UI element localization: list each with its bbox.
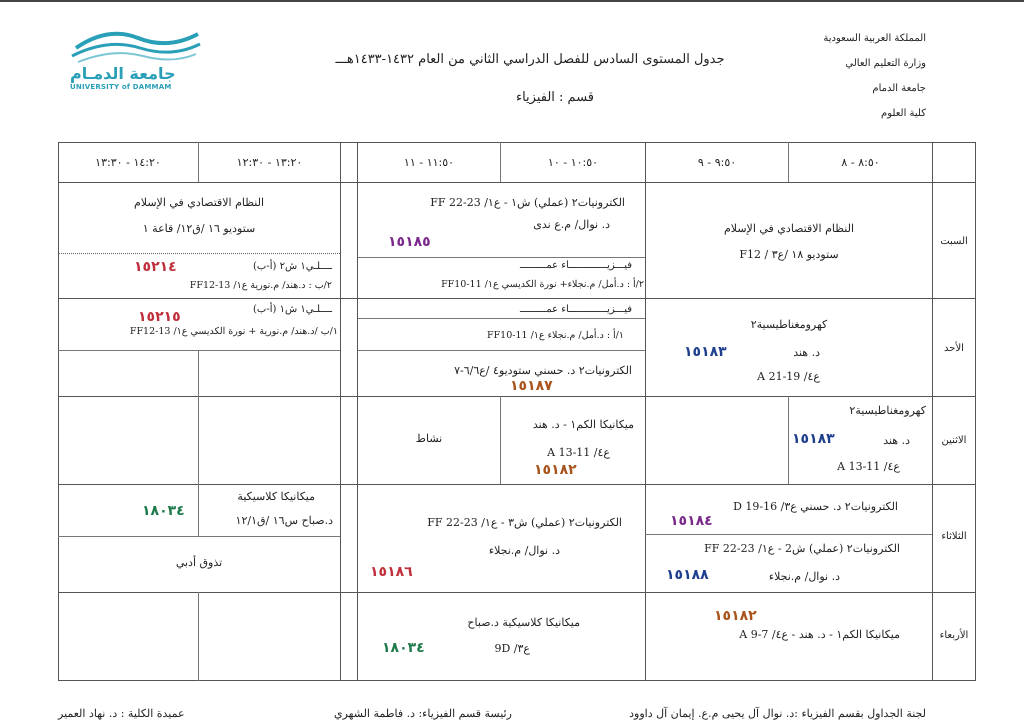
tue-a-lab: الكترونيات٢ (عملي) ش2 - ع١/ 23-22 FF bbox=[704, 542, 900, 555]
university-logo: جامعة الدمـام UNIVERSITY of DAMMAM bbox=[68, 26, 203, 96]
mon-a-course: كهرومغناطيسية٢ bbox=[849, 404, 926, 417]
mon-b-course: ميكانيكا الكم١ - د. هند bbox=[532, 418, 634, 431]
wed-b-room: ع٣/ 9D bbox=[494, 642, 530, 655]
ministry-name: وزارة التعليم العالي bbox=[845, 58, 926, 69]
sun-b-code: ١٥١٨٧ bbox=[510, 378, 553, 394]
sun-b-lab: فيـــزيـــــــــــــاء عمـــــــــ bbox=[519, 304, 632, 315]
tue-c-activity: تذوق أدبي bbox=[175, 556, 223, 569]
tue-b-staff: د. نوال/ م.نجلاء bbox=[488, 544, 560, 557]
sun-a-room: ع٤/ 19-21 A bbox=[757, 370, 820, 383]
college-name: كلية العلوم bbox=[881, 108, 926, 119]
wed-a-code: ١٥١٨٢ bbox=[714, 608, 757, 624]
slot-10: ١٠:٥٠ - ١٠ bbox=[547, 156, 599, 169]
day-wednesday: الأربعاء bbox=[939, 630, 969, 641]
sun-a-course: كهرومغناطيسية٢ bbox=[750, 318, 828, 331]
sat-c-course: النظام الاقتصادي في الإسلام bbox=[133, 196, 265, 209]
tue-a-lab-staff: د. نوال/ م.نجلاء bbox=[768, 570, 840, 583]
wed-b-code: ١٨٠٣٤ bbox=[382, 640, 425, 656]
sun-b-lab-staff: ١/أ : د.أمل/ م.نجلاء ع١/ FF10-11 bbox=[486, 330, 624, 341]
tue-a-lab-code: ١٥١٨٨ bbox=[666, 567, 709, 583]
sat-a-room: ستوديو ١٨ /ع٣ / F12 bbox=[739, 248, 839, 261]
sat-b-lab: فيـــزيـــــــــــــاء عمـــــــــ bbox=[519, 260, 632, 271]
footer-dean: عميدة الكلية : د. نهاد العمير bbox=[58, 707, 185, 720]
slot-8: ٨:٥٠ - ٨ bbox=[841, 156, 880, 169]
tue-b-code: ١٥١٨٦ bbox=[370, 564, 413, 580]
sat-c-code: ١٥٢١٤ bbox=[134, 259, 177, 275]
sat-c-room: ستوديو ١٦ /ق١٢/ قاعة ١ bbox=[142, 222, 256, 235]
tue-c-code: ١٨٠٣٤ bbox=[142, 503, 185, 519]
sun-b-course: الكترونيات٢ د. حسني ستوديو٤ /ع٦/٦-٧ bbox=[454, 364, 632, 377]
sat-b-lab-staff: ٢/أ : د.أمل/ م.نجلاء+ نورة الكديسي ع١/ FF10-11 bbox=[441, 279, 644, 290]
waves-icon bbox=[68, 26, 203, 66]
footer-committee: لجنة الجداول بقسم الفيزياء :د. نوال آل يحيى م.ع. إيمان آل داوود bbox=[629, 707, 926, 720]
tue-a-course: الكترونيات٢ د. حسني ع٣/ 16-19 D bbox=[733, 500, 898, 513]
institution-header bbox=[823, 26, 926, 126]
tue-a-code: ١٥١٨٤ bbox=[670, 513, 713, 529]
mon-a-staff: د. هند bbox=[883, 434, 910, 447]
sun-c-code: ١٥٢١٥ bbox=[138, 309, 181, 325]
slot-11: ١١:٥٠ - ١١ bbox=[403, 156, 455, 169]
mon-a-code: ١٥١٨٣ bbox=[792, 431, 835, 447]
mon-activity: نشاط bbox=[415, 432, 443, 445]
kingdom-name: المملكة العربية السعودية bbox=[823, 33, 926, 44]
slot-9: ٩:٥٠ - ٩ bbox=[697, 156, 737, 169]
sun-c-lab: ــــلـي١ ش١ (أ-ب) bbox=[253, 304, 332, 315]
day-monday: الاثنين bbox=[941, 435, 967, 446]
sun-a-code: ١٥١٨٣ bbox=[684, 344, 727, 360]
tue-c-room: د.صباح س١٦ /ق١٢/١ bbox=[235, 514, 333, 527]
day-saturday: السبت bbox=[940, 236, 968, 247]
wed-b-course: ميكانيكا كلاسيكية د.صباح bbox=[467, 616, 580, 629]
footer-dept-head: رئيسة قسم الفيزياء: د. فاطمة الشهري bbox=[334, 707, 512, 720]
break-column bbox=[340, 142, 358, 681]
tue-c-course: ميكانيكا كلاسيكية bbox=[237, 490, 315, 503]
sat-c-lab-staff: ٢/ب : د.هند/ م.نورية ع١/ FF12-13 bbox=[189, 280, 332, 291]
sat-c-lab: ــــلـي١ ش٢ (أ-ب) bbox=[253, 261, 332, 272]
sun-a-staff: د. هند bbox=[793, 346, 820, 359]
tue-b-course: الكترونيات٢ (عملي) ش٣ - ع١/ FF 22-23 bbox=[427, 516, 622, 529]
schedule-title: جدول المستوى السادس للفصل الدراسي الثاني من العام ١٤٣٢-١٤٣٣هـــ bbox=[335, 52, 725, 67]
slot-1230: ١٣:٢٠ - ١٢:٣٠ bbox=[236, 156, 303, 169]
university-name: جامعة الدمام bbox=[872, 83, 926, 94]
mon-b-code: ١٥١٨٢ bbox=[534, 462, 577, 478]
wed-a-course: ميكانيكا الكم١ - د. هند - ع٤/ 7-9 A bbox=[739, 628, 900, 641]
day-tuesday: الثلاثاء bbox=[941, 531, 967, 542]
mon-b-room: ع٤/ 11-13 A bbox=[547, 446, 610, 459]
sat-b-staff: د. نوال/ م.ع ندى bbox=[533, 218, 610, 231]
sat-b-code: ١٥١٨٥ bbox=[388, 234, 431, 250]
slot-1330: ١٤:٢٠ - ١٣:٣٠ bbox=[95, 156, 161, 169]
sat-a-course: النظام الاقتصادي في الإسلام bbox=[723, 222, 855, 235]
sat-b-course: الكترونيات٢ (عملي) ش١ - ع١/ FF 22-23 bbox=[430, 196, 625, 209]
department-label: قسم : الفيزياء bbox=[515, 90, 595, 105]
sun-c-lab-staff: ١/ب /د.هند/ م.نورية + نورة الكديسي ع١/ FF12-13 bbox=[129, 326, 338, 337]
day-sunday: الأحد bbox=[944, 343, 964, 354]
top-border bbox=[0, 0, 1024, 2]
mon-a-room: ع٤/ 11-13 A bbox=[837, 460, 900, 473]
